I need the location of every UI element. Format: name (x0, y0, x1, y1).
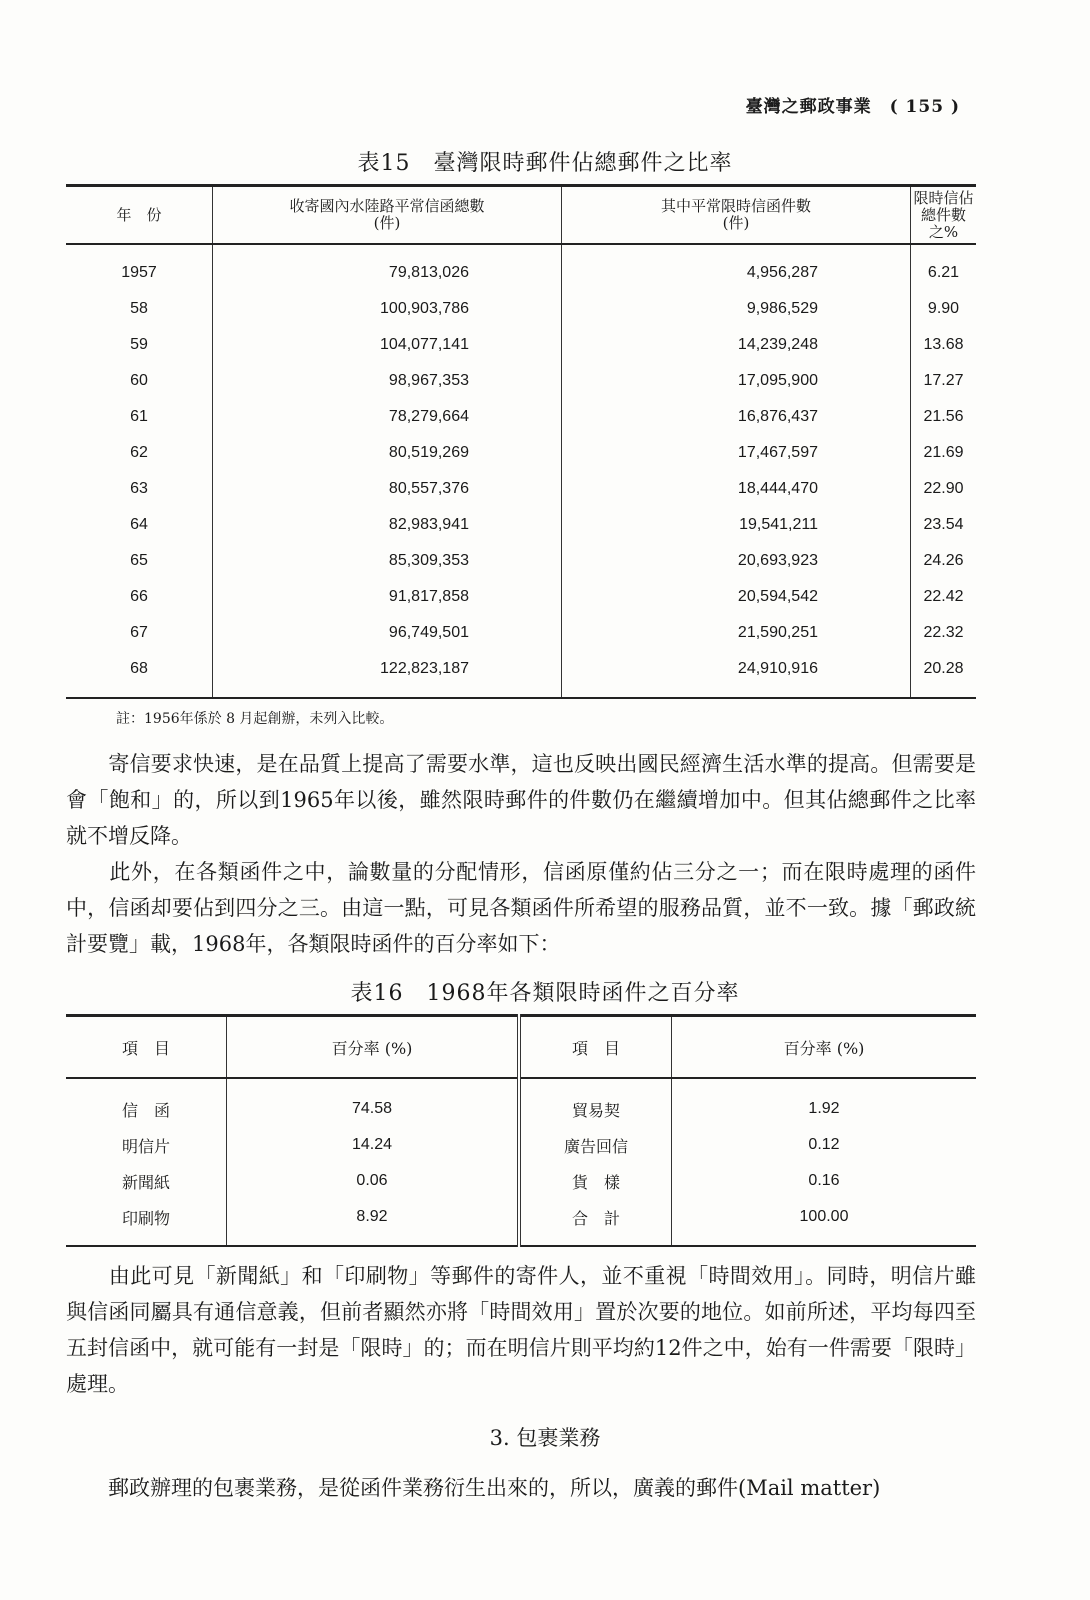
table15 (66, 184, 976, 699)
table16-cell-item-right: 合 計 (519, 1199, 672, 1246)
table16-cell-percent-left: 74.58 (227, 1078, 520, 1127)
table16-cell-item-left: 新聞紙 (121, 1172, 170, 1192)
table15-cell-express: 17,095,900 (562, 363, 911, 399)
table15-cell-percent: 21.56 (911, 399, 977, 435)
table15-cell-year: 68 (130, 660, 148, 677)
table15-row (66, 651, 976, 698)
table16-cell-percent-right: 1.92 (672, 1078, 977, 1127)
table15-cell-year: 67 (130, 624, 148, 641)
table16-cell-item-right: 廣告回信 (519, 1127, 672, 1163)
table15-cell-percent: 22.90 (911, 471, 977, 507)
table15-header-percent: 限時信佔總件數之% (911, 186, 977, 245)
table16-cell-percent-right: 0.16 (672, 1163, 977, 1199)
table15-cell-percent: 22.42 (911, 579, 977, 615)
table15-cell-total: 98,967,353 (213, 363, 562, 399)
table15-cell-total: 104,077,141 (213, 327, 562, 363)
table15-cell-year: 58 (130, 300, 148, 317)
table16-cell-item-left: 印刷物 (121, 1208, 170, 1228)
table16-row (66, 1127, 976, 1163)
table15-cell-year: 1957 (121, 264, 157, 281)
table15-cell-total: 80,519,269 (213, 435, 562, 471)
paragraph-4: 郵政辦理的包裹業務，是從函件業務衍生出來的，所以，廣義的郵件(Mail matter) (66, 1476, 881, 1500)
table16-cell-percent-left: 0.06 (227, 1163, 520, 1199)
table16-cell-percent-left: 8.92 (227, 1199, 520, 1246)
table15-cell-year: 65 (130, 552, 148, 569)
table15-caption: 表15 臺灣限時郵件佔總郵件之比率 (357, 151, 733, 176)
table15-cell-total: 100,903,786 (213, 291, 562, 327)
table15-row (66, 363, 976, 399)
table15-cell-total: 79,813,026 (213, 244, 562, 291)
table15-row (66, 471, 976, 507)
table15-cell-percent: 22.32 (911, 615, 977, 651)
table15-cell-total: 82,983,941 (213, 507, 562, 543)
table15-row (66, 244, 976, 291)
table15-row (66, 399, 976, 435)
table15-cell-total: 85,309,353 (213, 543, 562, 579)
table15-row (66, 435, 976, 471)
table16-cell-item-right: 貨 樣 (519, 1163, 672, 1199)
table15-header-total: 收寄國內水陸路平常信函總數 (件) (213, 186, 562, 245)
table15-cell-express: 17,467,597 (562, 435, 911, 471)
paragraph-2: 此外，在各類函件之中，論數量的分配情形，信函原僅約佔三分之一；而在限時處理的函件中，信函却要佔到四分之三。由這一點，可見各類函件所希望的服務品質，並不一致。據「郵政統計要覽」載，1968年，各類限時函件的百分率如下： (66, 860, 976, 956)
paragraph-3: 由此可見「新聞紙」和「印刷物」等郵件的寄件人，並不重視「時間效用」。同時，明信片雖與信函同屬具有通信意義，但前者顯然亦將「時間效用」置於次要的地位。如前所述，平均每四至五封信函中，就可能有一封是「限時」的；而在明信片則平均約12件之中，始有一件需要「限時」處理。 (66, 1264, 976, 1396)
table15-cell-percent: 24.26 (911, 543, 977, 579)
table15-header-express: 其中平常限時信函件數 (件) (562, 186, 911, 245)
table16-cell-item-right: 貿易契 (519, 1078, 672, 1127)
table15-cell-year: 64 (130, 516, 148, 533)
table16-row (66, 1199, 976, 1246)
table15-cell-total: 122,823,187 (213, 651, 562, 698)
table15-cell-percent: 21.69 (911, 435, 977, 471)
table15-cell-express: 9,986,529 (562, 291, 911, 327)
table15-cell-express: 20,693,923 (562, 543, 911, 579)
table16-header-row (66, 1016, 976, 1079)
table15-cell-total: 96,749,501 (213, 615, 562, 651)
table16-cell-percent-left: 14.24 (227, 1127, 520, 1163)
table15-cell-total: 78,279,664 (213, 399, 562, 435)
table16-cell-item-left: 明信片 (121, 1136, 170, 1156)
table16 (66, 1014, 976, 1247)
table15-cell-year: 66 (130, 588, 148, 605)
table15-row (66, 579, 976, 615)
table16-cell-percent-right: 100.00 (672, 1199, 977, 1246)
table15-cell-express: 19,541,211 (562, 507, 911, 543)
table15-row (66, 327, 976, 363)
table15-cell-year: 63 (130, 480, 148, 497)
section-title: 3. 包裹業務 (489, 1426, 601, 1450)
table15-cell-percent: 9.90 (911, 291, 977, 327)
table15-cell-express: 20,594,542 (562, 579, 911, 615)
table15-header-row (66, 186, 976, 245)
table15-cell-percent: 23.54 (911, 507, 977, 543)
table15-cell-total: 91,817,858 (213, 579, 562, 615)
table15-row (66, 543, 976, 579)
table15-cell-express: 21,590,251 (562, 615, 911, 651)
table15-cell-express: 24,910,916 (562, 651, 911, 698)
paragraph-1: 寄信要求快速，是在品質上提高了需要水準，這也反映出國民經濟生活水準的提高。但需要是會「飽和」的，所以到1965年以後，雖然限時郵件的件數仍在繼續增加中。但其佔總郵件之比率就不增反降。 (66, 752, 976, 848)
table15-cell-total: 80,557,376 (213, 471, 562, 507)
table15-row (66, 507, 976, 543)
table15-cell-year: 59 (130, 336, 148, 353)
table15-cell-percent: 20.28 (911, 651, 977, 698)
table16-caption: 表16 1968年各類限時函件之百分率 (350, 981, 740, 1006)
table15-cell-express: 4,956,287 (562, 244, 911, 291)
table16-header-percent-left: 百分率 (%) (227, 1016, 520, 1079)
table16-header-item-right: 項 目 (519, 1016, 672, 1079)
running-head: 臺灣之郵政事業 ( 155 ) (745, 97, 960, 117)
table15-cell-year: 60 (130, 372, 148, 389)
table15-cell-percent: 13.68 (911, 327, 977, 363)
table15-cell-percent: 17.27 (911, 363, 977, 399)
table15-row (66, 291, 976, 327)
table16-cell-item-left: 信 函 (121, 1100, 170, 1120)
table15-cell-percent: 6.21 (911, 244, 977, 291)
table15-cell-year: 62 (130, 444, 148, 461)
table16-header-item-left: 項 目 (66, 1016, 227, 1079)
table15-cell-year: 61 (130, 408, 148, 425)
table16-row (66, 1078, 976, 1127)
table16-cell-percent-right: 0.12 (672, 1127, 977, 1163)
table15-cell-express: 18,444,470 (562, 471, 911, 507)
table15-note: 註：1956年係於 8 月起創辦，未列入比較。 (116, 711, 394, 727)
table15-cell-express: 16,876,437 (562, 399, 911, 435)
table15-cell-express: 14,239,248 (562, 327, 911, 363)
table16-header-percent-right: 百分率 (%) (672, 1016, 977, 1079)
table15-header-year: 年 份 (66, 186, 213, 245)
table15-row (66, 615, 976, 651)
table16-row (66, 1163, 976, 1199)
